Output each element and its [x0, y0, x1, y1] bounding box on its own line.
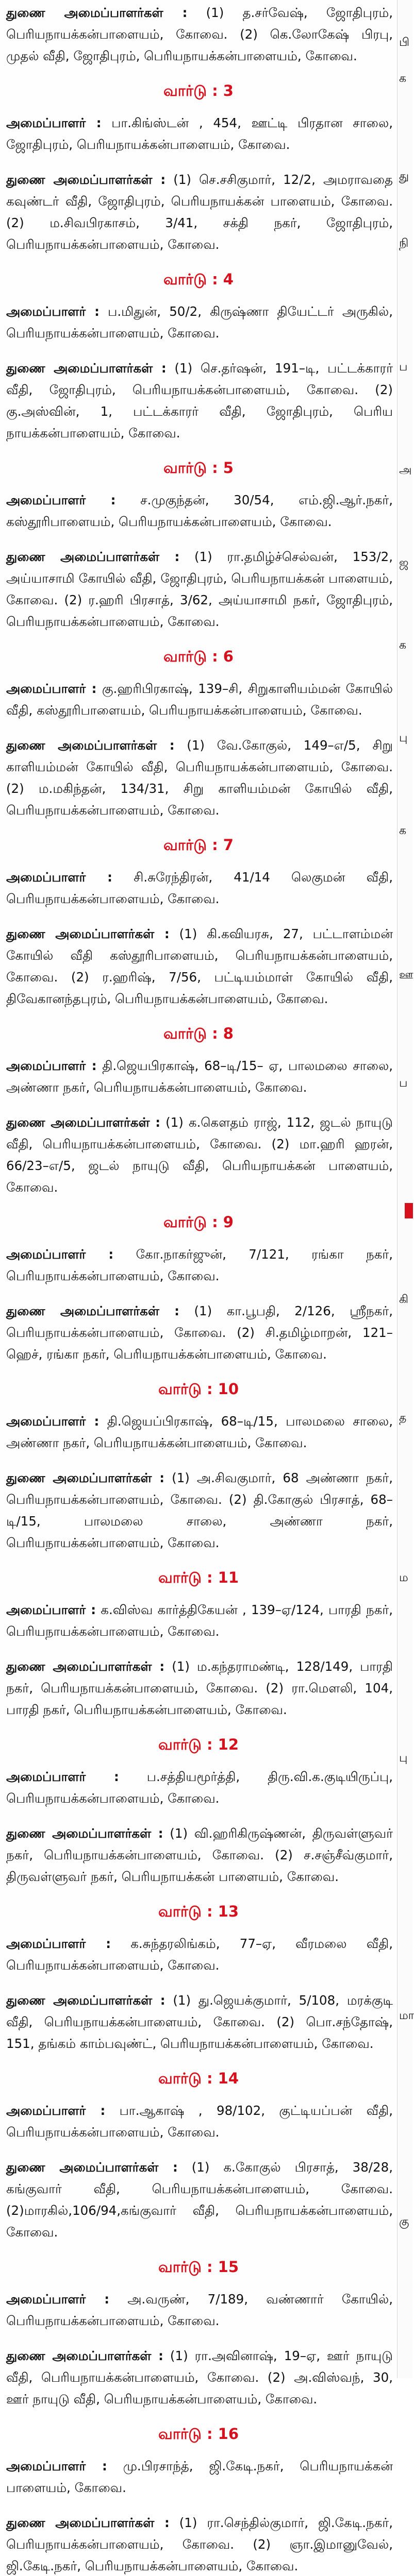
deputy-organizers-paragraph: [6, 2512, 393, 2576]
member-details: (1) ரா.செந்தில்குமார், ஜி.கேடி.நகர், பெரியநாயக்கன்பாளையம், கோவை. (2) ஞா.இமானுவேல், ஜி.கேடி.நகர், பெரியநாயக்கன்பாளையம், கோவை.: [6, 2515, 393, 2573]
member-details: (1) கா.பூபதி, 2/126, ஸ்ரீநகர், பெரியநாயக்கன்பாளையம், கோவை. (2) சி.தமிழ்மாறன், 121–ஹெச், ரங்கா நகர், பெரியநாயக்கன்பாளையம், கோவை.: [6, 1303, 393, 1362]
role-label: துணை அமைப்பாளர்கள் :: [6, 172, 166, 187]
ward-heading: வார்டு : 8: [163, 1025, 234, 1042]
member-details: (1) செ.தர்ஷன், 191–டி, பட்டக்காரர் வீதி, ஜோதிபுரம், பெரியநாயக்கன்பாளையம், கோவை. (2) கு.அஸ்வின், 1, பட்டக்காரர் வீதி, ஜோதிபுரம், பெரிய நாயக்கன்பாளையம், கோவை.: [6, 361, 393, 440]
member-details: ச.முகுந்தன், 30/54, எம்.ஜி.ஆர்.நகர், கஸ்தூரிபாளையம், பெரியநாயக்கன்பாளையம், கோவை.: [6, 493, 393, 529]
role-label: அமைப்பாளர் :: [6, 870, 112, 885]
member-details: (1) க.கோகுல் பிரசாத், 38/28, கங்குவார் வீதி, பெரியநாயக்கன்பாளையம், கோவை. (2)மாரகில்,106/94,கங்குவார் வீதி, பெரியநாயக்கன்பாளையம், கோவை.: [6, 2160, 393, 2240]
member-details: தி.ஜெயபிரகாஷ், 68–டி/15– ஏ, பாலமலை சாலை, அண்ணா நகர், பெரியநாயக்கன்பாளையம், கோவை.: [6, 1058, 393, 1095]
adjacent-column-fragment: க: [399, 72, 407, 85]
member-details: (1) செ.சசிகுமார், 12/2, அமராவதை கவுண்டர் வீதி, ஜோதிபுரம், பெரியநாயக்கன் பாளையம், கோவை. (2) ம.சிவபிரகாசம், 3/41, சக்தி நகர், ஜோதிபுரம், பெரியநாயக்கன்பாளையம், கோவை.: [6, 172, 393, 252]
adjacent-column-fragment: ப: [399, 1077, 408, 1090]
ward-heading: வார்டு : 9: [163, 1213, 234, 1231]
organizer-paragraph: [6, 1411, 393, 1454]
adjacent-column-strip: [397, 0, 413, 2378]
role-label: துணை அமைப்பாளர்கள் :: [6, 2160, 178, 2175]
role-label: அமைப்பாளர் :: [6, 1602, 96, 1617]
deputy-organizers-paragraph: [6, 1467, 393, 1554]
role-label: துணை அமைப்பாளர்கள் :: [6, 2515, 170, 2530]
adjacent-column-fragment: க: [399, 824, 407, 837]
deputy-organizers-paragraph: [6, 169, 393, 256]
organizer-paragraph: [6, 1599, 393, 1642]
member-details: க.விஸ்வ கார்த்திகேயன் , 139–ஏ/124, பாரதி நகர், பெரியநாயக்கன்பாளையம், கோவை.: [6, 1602, 393, 1639]
ward-heading: வார்டு : 10: [158, 1380, 239, 1398]
role-label: துணை அமைப்பாளர்கள் :: [6, 5, 188, 20]
role-label: அமைப்பாளர் :: [6, 1247, 114, 1262]
member-details: க.சுந்தரலிங்கம், 77–ஏ, வீரமலை வீதி, பெரியநாயக்கன்பாளையம், கோவை.: [6, 1936, 393, 1973]
member-details: (1) ம.கந்தராமண்டி, 128/149, பாரதி நகர், பெரியநாயக்கன்பாளையம், கோவை. (2) ரா.மௌலி, 104, பாரதி நகர், பெரியநாயக்கன்பாளையம், கோவை.: [6, 1659, 393, 1717]
member-details: தி.ஜெயப்பிரகாஷ், 68–டி/15, பாலமலை சாலை, அண்ணா நகர், பெரியநாயக்கன்பாளையம், கோவை.: [6, 1414, 393, 1450]
adjacent-column-fragment: க: [399, 639, 407, 652]
role-label: அமைப்பாளர் :: [6, 2459, 107, 2473]
deputy-organizers-paragraph: [6, 735, 393, 821]
deputy-organizers-paragraph: [6, 1112, 393, 1198]
organizer-paragraph: [6, 2100, 393, 2143]
role-label: அமைப்பாளர் :: [6, 115, 102, 130]
ward-heading: வார்டு : 4: [163, 270, 234, 288]
role-label: துணை அமைப்பாளர்கள் :: [6, 1993, 165, 2008]
member-details: ப.சத்தியமூர்த்தி, திரு.வி.க.குடியிருப்பு, பெரியநாயக்கன்பாளையம், கோவை.: [6, 1769, 393, 1806]
ward-heading: வார்டு : 13: [158, 1903, 239, 1920]
organizer-paragraph: [6, 112, 393, 156]
member-details: (1) ரா.அவினாஷ், 19–ஏ, ஊர் நாயுடு வீதி, பெரியநாயக்கன்பாளையம், கோவை. (2) அ.விஸ்வந், 30, ஊர் நாயுடு வீதி, பெரியநாயக்கன்பாளையம், கோவை.: [6, 2348, 393, 2406]
role-label: அமைப்பாளர் :: [6, 304, 100, 319]
deputy-organizers-paragraph: [6, 2157, 393, 2243]
deputy-organizers-paragraph: [6, 923, 393, 1010]
adjacent-column-fragment: த: [399, 1412, 407, 1425]
role-label: துணை அமைப்பாளர்கள் :: [6, 549, 180, 564]
deputy-organizers-paragraph: [6, 1300, 393, 1365]
role-label: துணை அமைப்பாளர்கள் :: [6, 1303, 179, 1318]
role-label: அமைப்பாளர் :: [6, 2292, 110, 2307]
adjacent-column-fragment: கு: [399, 2215, 409, 2228]
member-details: (1) ரா.தமிழ்ச்செல்வன், 153/2, அய்யாசாமி கோயில் வீதி, ஜோதிபுரம், பெரியநாயக்கன் பாளையம், கோவை. (2) ர.ஹரி பிரசாத், 3/62, அய்யாசாமி நகர், ஜோதிபுரம், பெரியநாயக்கன்பாளையம், கோவை.: [6, 549, 393, 629]
role-label: துணை அமைப்பாளர்கள் :: [6, 2348, 163, 2363]
member-details: (1) கி.கவியரசு, 27, பட்டாளம்மன் கோயில் வீதி கஸ்தூரிபாளையம், பெரியநாயக்கன்பாளையம், கோவை. (2) ர.ஹரிஷ், 7/56, பட்டியம்மாள் கோயில் வீதி, திவேகானந்தபுரம், பெரியநாயக்கன்பாளையம், கோவை.: [6, 926, 393, 1006]
deputy-organizers-paragraph: [6, 1990, 393, 2055]
member-details: கு.ஹரிபிரகாஷ், 139–சி, சிறுகாளியம்மன் கோயில் வீதி, கஸ்தூரிபாளையம், பெரியநாயக்கன்பாளையம், கோவை.: [6, 681, 393, 718]
organizer-paragraph: [6, 2289, 393, 2332]
role-label: அமைப்பாளர் :: [6, 681, 97, 696]
member-details: (1) வே.கோகுல், 149–எ/5, சிறு காளியம்மன் கோயில் வீதி, பெரியநாயக்கன்பாளையம், கோவை. (2) ம.மகிந்தன், 134/31, சிறு காளியம்மன் கோயில் வீதி, பெரியநாயக்கன்பாளையம், கோவை.: [6, 738, 393, 818]
role-label: அமைப்பாளர் :: [6, 2103, 106, 2118]
role-label: அமைப்பாளர் :: [6, 493, 116, 507]
adjacent-column-fragment: பு: [399, 1752, 408, 1765]
adjacent-column-fragment: கி: [399, 1293, 409, 1306]
deputy-organizers-paragraph: [6, 2, 393, 67]
ward-heading: வார்டு : 3: [163, 82, 234, 99]
organizer-paragraph: [6, 867, 393, 910]
deputy-organizers-paragraph: [6, 2345, 393, 2410]
adjacent-column-fragment: ப: [399, 361, 408, 374]
member-details: ப.மிதுன், 50/2, கிருஷ்ணா தியேட்டர் அருகில், பெரியநாயக்கன்பாளையம், கோவை.: [6, 304, 393, 341]
organizer-paragraph: [6, 1055, 393, 1098]
member-details: கோ.நாகர்ஜுன், 7/121, ரங்கா நகர், பெரியநாயக்கன்பாளையம், கோவை.: [6, 1247, 393, 1283]
role-label: அமைப்பாளர் :: [6, 1058, 97, 1073]
role-label: துணை அமைப்பாளர்கள் :: [6, 1826, 163, 1841]
role-label: அமைப்பாளர் :: [6, 1936, 111, 1951]
adjacent-column-fragment: ஊ: [399, 969, 413, 981]
ward-heading: வார்டு : 14: [158, 2070, 239, 2087]
member-details: (1) அ.சிவகுமார், 68 அண்ணா நகர், பெரியநாயக்கன்பாளையம், கோவை. (2) தி.கோகுல் பிரசாத், 68–டி/15, பாலமலை சாலை, அண்ணா நகர், பெரியநாயக்கன்பாளையம், கோவை.: [6, 1470, 393, 1550]
deputy-organizers-paragraph: [6, 358, 393, 444]
adjacent-column-fragment: ஜ: [399, 556, 409, 569]
role-label: அமைப்பாளர் :: [6, 1414, 100, 1429]
adjacent-column-fragment: அ: [399, 464, 412, 477]
member-details: மு.பிரசாந்த், ஜி.கேடி.நகர், பெரியநாயக்கன் பாளையம், கோவை.: [6, 2459, 393, 2495]
organizer-paragraph: [6, 301, 393, 344]
member-details: சி.சுரேந்திரன், 41/14 லெகுமன் வீதி, பெரியநாயக்கன்பாளையம், கோவை.: [6, 870, 393, 906]
ward-heading: வார்டு : 5: [163, 459, 234, 477]
member-details: அ.வருண், 7/189, வண்ணார் கோயில், பெரியநாயக்கன்பாளையம், கோவை.: [6, 2292, 393, 2328]
adjacent-column-fragment: பு: [399, 732, 408, 744]
role-label: துணை அமைப்பாளர்கள் :: [6, 361, 167, 376]
ward-heading: வார்டு : 7: [163, 836, 234, 854]
ward-heading: வார்டு : 11: [158, 1569, 239, 1586]
adjacent-column-fragment: ம: [399, 1571, 408, 1584]
deputy-organizers-paragraph: [6, 1823, 393, 1888]
adjacent-column-fragment: து: [399, 170, 409, 183]
organizer-paragraph: [6, 678, 393, 721]
adjacent-red-marker: [405, 1203, 413, 1218]
role-label: துணை அமைப்பாளர்கள் :: [6, 1659, 165, 1674]
ward-heading: வார்டு : 16: [158, 2425, 239, 2443]
organizer-paragraph: [6, 2455, 393, 2499]
role-label: அமைப்பாளர் :: [6, 1769, 119, 1784]
adjacent-column-fragment: மா: [399, 2009, 414, 2022]
ward-heading: வார்டு : 15: [158, 2258, 239, 2276]
organizer-paragraph: [6, 1244, 393, 1287]
organizer-paragraph: [6, 1933, 393, 1976]
ward-heading: வார்டு : 6: [163, 648, 234, 665]
role-label: துணை அமைப்பாளர்கள் :: [6, 926, 170, 941]
ward-heading: வார்டு : 12: [158, 1736, 239, 1753]
deputy-organizers-paragraph: [6, 1656, 393, 1721]
role-label: துணை அமைப்பாளர்கள் :: [6, 1115, 161, 1130]
organizer-paragraph: [6, 1766, 393, 1809]
deputy-organizers-paragraph: [6, 546, 393, 633]
member-details: (1) வி.ஹரிகிருஷ்ணன், திருவள்ளுவர் நகர், பெரியநாயக்கன்பாளையம், கோவை. (2) ச.சஞ்சீவ்குமார், திருவள்ளுவர் நகர், பெரியநாயக்கன் பாளையம், கோவை.: [6, 1826, 393, 1884]
member-details: பா.கிங்ஸ்டன் , 454, ஊட்டி பிரதான சாலை, ஜோதிபுரம், பெரியநாயக்கன்பாளையம், கோவை.: [6, 115, 393, 152]
organizer-paragraph: [6, 489, 393, 533]
role-label: துணை அமைப்பாளர்கள் :: [6, 738, 175, 753]
member-details: (1) க.கௌதம் ராஜ், 112, ஜடல் நாயுடு வீதி, பெரியநாயக்கன்பாளையம், கோவை. (2) மா.ஹரி ஹரன், 66/23–எ/5, ஜடல் நாயுடு வீதி, பெரியநாயக்கன் பாளையம், கோவை.: [6, 1115, 393, 1195]
adjacent-column-fragment: பி: [399, 36, 410, 49]
role-label: துணை அமைப்பாளர்கள் :: [6, 1470, 165, 1485]
adjacent-column-fragment: நி: [399, 237, 409, 250]
member-details: (1) த.சர்வேஷ், ஜோதிபுரம், பெரியநாயக்கன்பாளையம், கோவை. (2) கெ.லோகேஷ் பிரபு, முதல் வீதி, ஜோதிபுரம், பெரியநாயக்கன்பாளையம், கோவை.: [6, 5, 393, 63]
member-details: பா.ஆகாஷ் , 98/102, குட்டியப்பன் வீதி, பெரியநாயக்கன்பாளையம், கோவை.: [6, 2103, 393, 2140]
member-details: (1) து.ஜெயக்குமார், 5/108, மரக்குடி வீதி, பெரியநாயக்கன்பாளையம், கோவை. (2) பொ.சந்தோஷ், 151, தங்கம் காம்பவுண்ட், பெரியநாயக்கன்பாளையம், கோவை.: [6, 1993, 393, 2051]
